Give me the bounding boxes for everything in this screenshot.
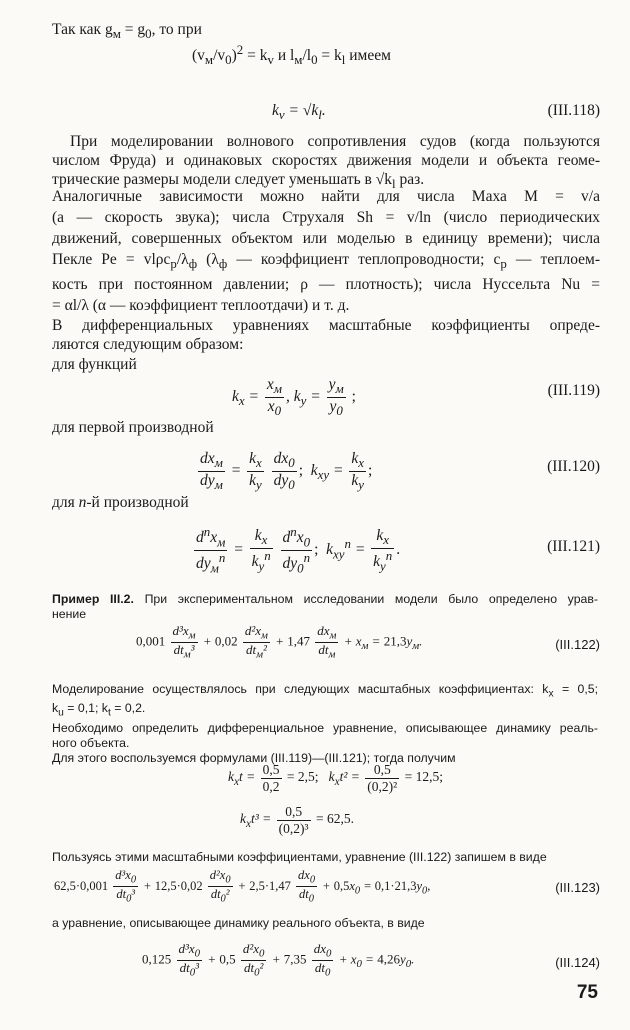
equation-118 — [272, 102, 326, 123]
para3-line: В дифференциальных уравнениях масштабные коэффициенты опреде- — [52, 317, 600, 334]
label-functions: для функций — [52, 356, 137, 373]
small4: Пользуясь этими масштабными коэффициентами, уравнение (III.122) запишем в виде — [52, 850, 547, 864]
paragraph-dimensionless-numbers — [52, 186, 600, 316]
equation-119: $k_x$ = $\frac{x_м}{x_0}$ , $k_y$ = $\frac{y_м}{y_0}$ ; — [232, 376, 356, 419]
modeling-conditions — [52, 682, 598, 766]
small5: а уравнение, описывающее динамику реального объекта, в виде — [52, 916, 425, 930]
para3-line: ляются следующим образом: — [52, 336, 244, 353]
equation-124: 0,125 $\frac{d^3x_0}{dt_0^3}$ + 0,5 $\frac{d^2x_0}{dt_0^2}$ + 7,35 $\frac{dx_0}{dt_0}$ + $x_0 = 4,26y_0$. — [142, 941, 415, 979]
para2-line: (a — скорость звука); числа Струхаля Sh = v/ln (число периодических — [52, 209, 600, 226]
equation-119-label: (III.119) — [547, 382, 600, 399]
label-first-derivative: для первой производной — [52, 419, 214, 436]
similarity-line — [192, 42, 391, 68]
equation-121-label: (III.121) — [547, 538, 600, 555]
equation-120-label: (III.120) — [547, 458, 600, 475]
equation-122-label: (III.122) — [555, 637, 600, 652]
label-nth-derivative — [52, 494, 189, 512]
equation-118-formula: $k_v = √k_l$. — [272, 102, 326, 123]
para1-line: числом Фруда) и одинаковых скоростях движения модели и объекта геоме- — [52, 152, 600, 169]
example-text2: нение — [52, 607, 87, 621]
small1-line: $k_u = 0,1$; $k_t = 0,2$. — [52, 701, 146, 719]
intro-text: Так как $g_м = g_0$, то при — [52, 21, 202, 42]
page-number: 75 — [576, 982, 598, 1003]
similarity-formula: $(v_м/v_0)^2 = k_v$ и $l_м/l_0 = k_l$ имеем — [192, 42, 391, 68]
equation-122: 0,001 $\frac{d^3x_м}{dt_м^3}$ + 0,02 $\frac{d^2x_м}{dt_м^2}$ + 1,47 $\frac{dx_м}{dt_м}$ + $x_м = 21,3y_м$. — [136, 623, 423, 661]
example-title: Пример III.2. — [52, 592, 134, 606]
example-block — [52, 592, 598, 622]
para2-line: Пекле $Pe = vl\rho c_p/\lambda_ф$ ($\lambda_ф$ — коэффициент теплопроводности; $c_p$ — теплоем- — [52, 251, 600, 272]
calculation-2: $k_xt^3$ = $\frac{0,5}{\text{(0,2)³}}$ = 62,5. — [240, 804, 354, 836]
small3-line: Для этого воспользуемся формулами (III.119)—(III.121); тогда получим — [52, 750, 456, 765]
equation-118-label: (III.118) — [547, 102, 600, 119]
equation-120: $\frac{dx_м}{dy_м}$ = $\frac{k_x}{k_y}$ $\frac{dx_0}{dy_0}$ ; $k_{xy}$ = $\frac{k_x}{k_y}$ ; — [200, 450, 373, 493]
para1-line: трические размеры модели следует уменьшать в $√k_l$ раз. — [52, 171, 425, 192]
para2-line: Аналогичные зависимости можно найти для числа Маха M = v/a — [52, 188, 600, 205]
paragraph-scale-coefficients — [52, 316, 600, 354]
small2-line: Необходимо определить дифференциальное уравнение, описывающее динамику реаль- — [52, 720, 598, 735]
small2-line: ного объекта. — [52, 735, 130, 750]
equation-123-label: (III.123) — [555, 880, 600, 895]
label-nth-text: для n-й производной — [52, 494, 189, 511]
para1-line: При моделировании волнового сопротивления судов (когда пользуются — [70, 133, 600, 150]
intro-line — [52, 20, 600, 43]
paragraph-wave-resistance — [52, 132, 600, 193]
para2-line: = αl/λ (α — коэффициент теплоотдачи) и т. д. — [52, 297, 350, 315]
equation-123: 62,5·0,001 $\frac{d^3x_0}{dt_0^3}$ + 12,5·0,02 $\frac{d^2x_0}{dt_0^2}$ + 2,5·1,47 $\frac{dx_0}{dt_0}$ + $0,5x_0 = 0,1\cdot 21,3y_0$, — [54, 868, 431, 905]
equation-124-label: (III.124) — [555, 955, 600, 970]
para2-line: кость при постоянном давлении; ρ — плотность); числа Нуссельта Nu = — [52, 276, 600, 294]
equation-121: $\frac{d^nx_м}{dy_м^n}$ = $\frac{k_x}{k_y^n}$ $\frac{d^nx_0}{dy_0^n}$ ; $k_{xy}^n$ = $\frac{k_x}{k_y^n}$ . — [196, 524, 401, 576]
small1-line: Моделирование осуществлялось при следующих масштабных коэффициентах: $k_x = 0,5$; — [52, 682, 598, 700]
example-text: При экспериментальном исследовании модели было определено урав- — [144, 592, 599, 606]
calculation-1: $k_xt$ = $\frac{0,5}{0,2}$ = 2,5; $k_xt^2$ = $\frac{0,5}{\text{(0,2)²}}$ = 12,5; — [228, 762, 443, 794]
para2-line: движений, совершенных объектом или моделью в единицу времени); числа — [52, 230, 600, 247]
